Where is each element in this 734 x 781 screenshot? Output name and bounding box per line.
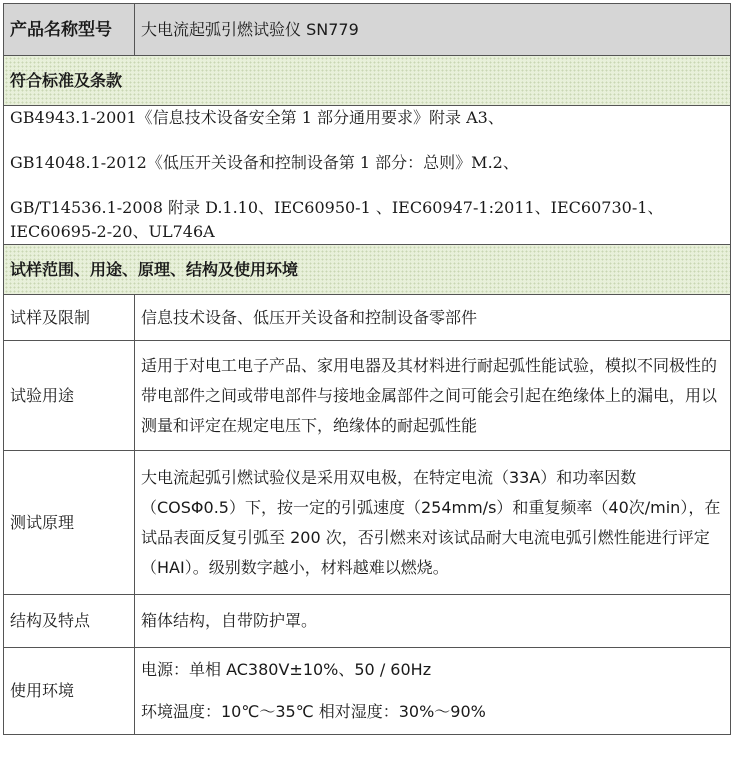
structure-row bbox=[4, 595, 731, 648]
product-row bbox=[4, 4, 731, 56]
product-label: 产品名称型号 bbox=[4, 4, 135, 56]
power-supply-text: 电源：单相 AC380V±10%、50 / 60Hz bbox=[141, 660, 432, 679]
principle-row bbox=[4, 451, 731, 595]
standard-line: GB/T14536.1-2008 附录 D.1.10、IEC60950-1 、IEC60947-1:2011、IEC60730-1、IEC60695-2-20、UL746A bbox=[10, 198, 664, 241]
climate-text: 环境温度：10℃～35℃ 相对湿度：30%～90% bbox=[141, 702, 486, 721]
sample-text: 信息技术设备、低压开关设备和控制设备零部件 bbox=[135, 295, 731, 341]
scope-section-row bbox=[4, 245, 731, 295]
standard-line: GB4943.1-2001《信息技术设备安全第 1 部分通用要求》附录 A3、 bbox=[10, 108, 504, 127]
standards-row bbox=[4, 106, 731, 245]
purpose-row bbox=[4, 341, 731, 451]
sample-label: 试样及限制 bbox=[4, 295, 135, 341]
purpose-label: 试验用途 bbox=[4, 341, 135, 451]
environment-row bbox=[4, 648, 731, 735]
standards-section-row bbox=[4, 56, 731, 106]
environment-label: 使用环境 bbox=[4, 648, 135, 735]
principle-text: 大电流起弧引燃试验仪是采用双电极，在特定电流（33A）和功率因数（COSΦ0.5）下，按一定的引弧速度（254mm/s）和重复频率（40次/min），在试品表面反复引弧至 200 次，否引燃来对该试品耐大电流电弧引燃性能进行评定（HAI）。级别数字越小，材料越难以燃烧。 bbox=[135, 451, 731, 595]
standards-cell bbox=[4, 106, 731, 245]
standard-line: GB14048.1-2012《低压开关设备和控制设备第 1 部分：总则》M.2、 bbox=[10, 153, 519, 172]
product-value: 大电流起弧引燃试验仪 SN779 bbox=[135, 4, 731, 56]
purpose-text: 适用于对电工电子产品、家用电器及其材料进行耐起弧性能试验，模拟不同极性的带电部件之间或带电部件与接地金属部件之间可能会引起在绝缘体上的漏电，用以测量和评定在规定电压下，绝缘体的耐起弧性能 bbox=[135, 341, 731, 451]
structure-label: 结构及特点 bbox=[4, 595, 135, 648]
scope-heading: 试样范围、用途、原理、结构及使用环境 bbox=[4, 245, 731, 295]
spec-table bbox=[3, 3, 731, 735]
principle-label: 测试原理 bbox=[4, 451, 135, 595]
standards-heading: 符合标准及条款 bbox=[4, 56, 731, 106]
environment-cell bbox=[135, 648, 731, 735]
structure-text: 箱体结构，自带防护罩。 bbox=[135, 595, 731, 648]
sample-row bbox=[4, 295, 731, 341]
